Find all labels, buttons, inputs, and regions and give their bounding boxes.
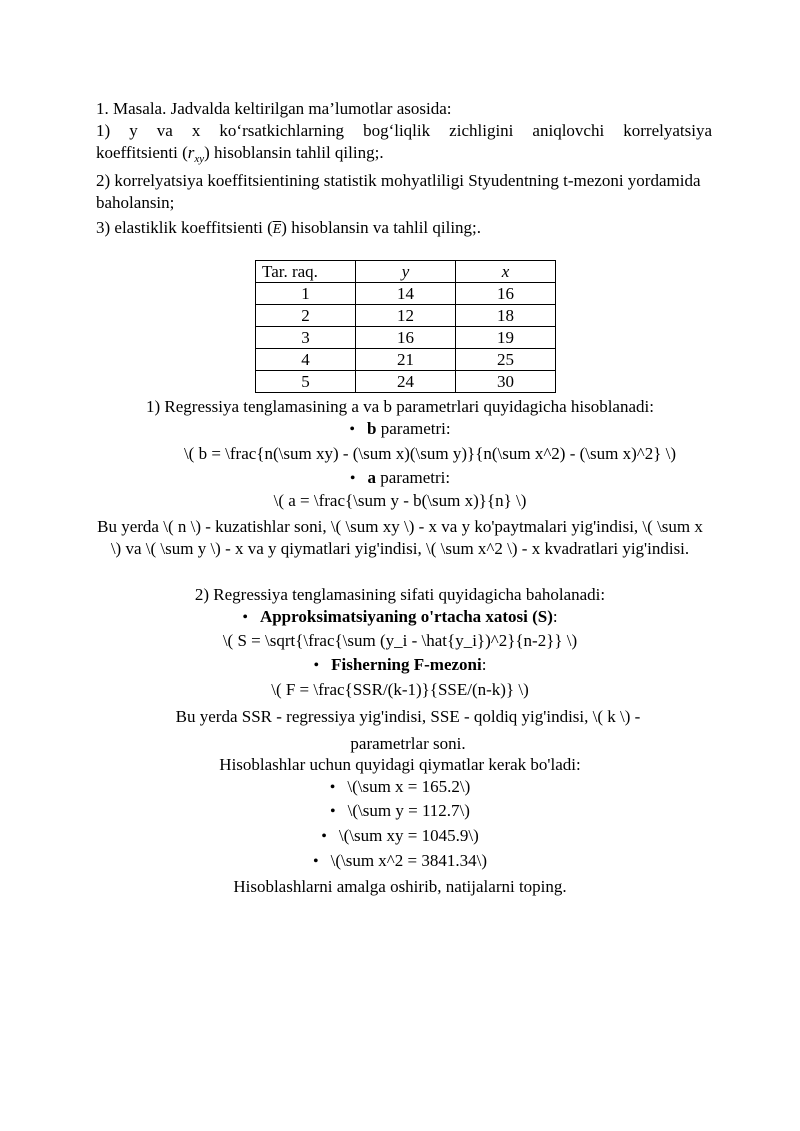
values-heading: Hisoblashlar uchun quyidagi qiymatlar kerak bo'ladi: bbox=[219, 755, 581, 774]
definitions-paragraph: Bu yerda \( n \) - kuzatishlar soni, \( \sum xy \) - x va y ko'paytmalari yig'indisi, \( \sum x \) va \( \sum y \) - x va y qiymatlari yig'indisi, \( \sum x^2 \) - x kvadratlari yig'indisi. bbox=[97, 517, 703, 558]
table-cell: 3 bbox=[256, 327, 356, 349]
table-cell: 16 bbox=[456, 283, 556, 305]
closing-instruction: Hisoblashlarni amalga oshirib, natijalarni toping. bbox=[233, 877, 567, 896]
table-cell: 5 bbox=[256, 371, 356, 393]
table-cell: 2 bbox=[256, 305, 356, 327]
regression-heading: 1) Regressiya tenglamasining a va b parametrlari quyidagicha hisoblanadi: bbox=[146, 397, 654, 416]
task-3 bbox=[96, 217, 712, 241]
a-label-rest: parametri: bbox=[376, 468, 451, 487]
table-cell: 21 bbox=[356, 349, 456, 371]
table-header-row bbox=[256, 261, 556, 283]
e-bar-symbol: $\overline{E}$ bbox=[272, 222, 282, 237]
table-cell: 18 bbox=[456, 305, 556, 327]
task-1-line-1: 1) y va x ko‘rsatkichlarning bog‘liqlik zichligini aniqlovchi korrelyatsiya bbox=[96, 121, 712, 140]
approximation-error-item bbox=[0, 606, 800, 629]
table-cell: 16 bbox=[356, 327, 456, 349]
s-label-rest: : bbox=[552, 607, 558, 626]
task-3-text-end: ) hisoblansin va tahlil qiling;. bbox=[281, 218, 482, 237]
b-parameter-item bbox=[0, 418, 800, 441]
table-cell: 25 bbox=[456, 349, 556, 371]
task-1-text-end: ) hisoblansin tahlil qiling;. bbox=[204, 143, 384, 162]
a-parameter-item bbox=[0, 467, 800, 490]
s-label: Approksimatsiyaning o'rtacha xatosi (S) bbox=[259, 607, 553, 626]
s-formula: \( S = \sqrt{\frac{\sum (y_i - \hat{y_i})^2}{n-2}} \) bbox=[222, 631, 578, 650]
table-row bbox=[256, 305, 556, 327]
sum-x-item: • \(\sum x = 165.2\) bbox=[0, 776, 800, 799]
f-label: Fisherning F-mezoni bbox=[331, 655, 482, 674]
problem-statement bbox=[96, 98, 712, 241]
table-row bbox=[256, 371, 556, 393]
table-cell: 1 bbox=[256, 283, 356, 305]
r-symbol: r bbox=[187, 143, 195, 162]
task-3-text: 3) elastiklik koeffitsienti ( bbox=[96, 218, 273, 237]
table-cell: 24 bbox=[356, 371, 456, 393]
task-2: 2) korrelyatsiya koeffitsientining statistik mohyatliligi Styudentning t-mezoni yordamida baholansin; bbox=[96, 171, 701, 212]
sum-xy-item: • \(\sum xy = 1045.9\) bbox=[0, 825, 800, 848]
table-row bbox=[256, 283, 556, 305]
table-cell: 4 bbox=[256, 349, 356, 371]
table-cell: 30 bbox=[456, 371, 556, 393]
r-subscript: xy bbox=[194, 153, 205, 165]
sum-x2-item: • \(\sum x^2 = 3841.34\) bbox=[0, 850, 800, 873]
task-1-text: koeffitsienti ( bbox=[96, 143, 188, 162]
table-cell: 14 bbox=[356, 283, 456, 305]
f-label-rest: : bbox=[481, 655, 487, 674]
f-formula: \( F = \frac{SSR/(k-1)}{SSE/(n-k)} \) bbox=[271, 680, 529, 699]
table-row bbox=[256, 327, 556, 349]
b-formula: \( b = \frac{n(\sum xy) - (\sum x)(\sum y)}{n(\sum x^2) - (\sum x)^2} \) bbox=[183, 444, 677, 463]
a-formula: \( a = \frac{\sum y - b(\sum x)}{n} \) bbox=[273, 491, 527, 510]
fisher-f-item bbox=[0, 654, 800, 677]
problem-heading: 1. Masala. Jadvalda keltirilgan ma’lumotlar asosida: bbox=[96, 99, 452, 118]
table-cell: 12 bbox=[356, 305, 456, 327]
task-1-line-2 bbox=[96, 142, 712, 170]
data-table bbox=[255, 260, 556, 393]
header-cell: Tar. raq. bbox=[256, 261, 356, 283]
quality-heading: 2) Regressiya tenglamasining sifati quyidagicha baholanadi: bbox=[194, 585, 606, 604]
b-label-rest: parametri: bbox=[376, 419, 451, 438]
ssr-sse-paragraph: Bu yerda SSR - regressiya yig'indisi, SSE - qoldiq yig'indisi, \( k \) - parametrlar soni. bbox=[175, 707, 641, 753]
header-cell: x bbox=[456, 261, 556, 283]
header-cell: y bbox=[356, 261, 456, 283]
a-label: a bbox=[367, 468, 376, 487]
sum-y-item: • \(\sum y = 112.7\) bbox=[0, 800, 800, 823]
b-label: b bbox=[367, 419, 377, 438]
table-cell: 19 bbox=[456, 327, 556, 349]
table-row bbox=[256, 349, 556, 371]
